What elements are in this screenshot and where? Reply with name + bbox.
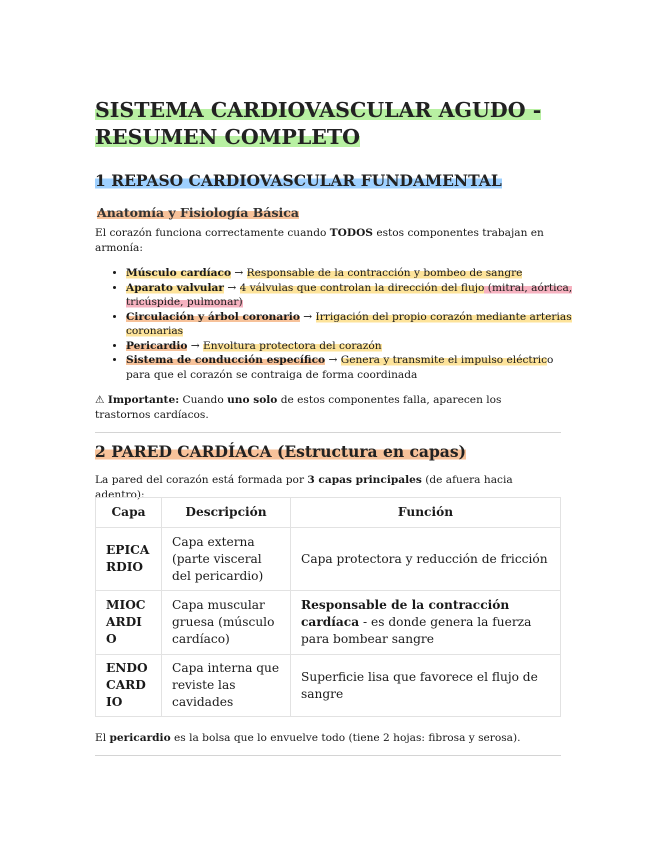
bullet-term: Circulación y árbol coronario — [126, 310, 300, 323]
cell-funcion-text: Superficie lisa que favorece el flujo de sangre — [301, 669, 538, 701]
section-1-title: REPASO CARDIOVASCULAR FUNDAMENTAL — [111, 171, 502, 190]
cell-funcion — [291, 528, 561, 591]
cell-funcion-bold: Responsable de la contracción cardíaca — [301, 598, 510, 629]
intro-text-2: estos componentes trabajan en armonía: — [95, 227, 544, 254]
cell-funcion — [291, 591, 561, 655]
intro-bold: TODOS — [329, 227, 373, 239]
bullet-desc: Genera y transmite el impulso eléctric — [340, 354, 548, 366]
warning-icon: ⚠ — [95, 394, 105, 406]
arrow-icon: → — [187, 339, 204, 352]
section-2-highlight — [95, 442, 466, 461]
cell-funcion — [291, 655, 561, 717]
cell-capa: MIOCARDIO — [96, 591, 162, 655]
title-highlight — [95, 98, 541, 149]
subheading-anatomy-text: Anatomía y Fisiología Básica — [97, 205, 299, 220]
warning-paragraph — [95, 393, 557, 423]
title-text: SISTEMA CARDIOVASCULAR AGUDO - RESUMEN COMPLETO — [95, 98, 542, 149]
wall-intro-text-2: (de afuera hacia adentro): — [95, 474, 513, 501]
list-item — [126, 310, 578, 339]
cell-funcion-text: Capa protectora y reducción de fricción — [301, 551, 548, 566]
header-capa: Capa — [96, 498, 162, 528]
arrow-icon: → — [231, 267, 247, 279]
bullet-desc: 4 válvulas que controlan la dirección del flujo — [239, 281, 485, 294]
table-row — [96, 528, 561, 591]
table-row — [96, 591, 561, 655]
list-item — [126, 339, 578, 354]
heart-wall-table — [95, 497, 561, 717]
cell-capa: ENDOCARDIO — [96, 655, 162, 717]
note-bold: pericardio — [109, 732, 171, 744]
arrow-icon: → — [299, 310, 316, 323]
cell-descripcion: Capa externa (parte visceral del pericardio) — [162, 528, 291, 591]
section-2-heading — [95, 442, 466, 462]
bullet-tail: s coronarias — [126, 310, 572, 337]
header-descripcion: Descripción — [162, 498, 291, 528]
list-item — [126, 353, 578, 382]
warning-bold: uno solo — [227, 394, 278, 406]
list-item — [126, 281, 578, 310]
cell-funcion-text: - es donde genera la fuerza para bombear sangre — [301, 615, 532, 646]
note-text-2: es la bolsa que lo envuelve todo (tiene 2 hojas: fibrosa y serosa). — [170, 732, 521, 744]
list-item — [126, 266, 578, 281]
cell-descripcion: Capa muscular gruesa (músculo cardíaco) — [162, 591, 291, 655]
bullet-term: Sistema de conducción específico — [126, 354, 326, 366]
note-text-1: El — [95, 732, 110, 744]
warning-text-2: de estos componentes falla, aparecen los trastornos cardíacos. — [95, 394, 502, 421]
document-title — [95, 97, 565, 151]
section-1-heading — [95, 171, 502, 191]
table-row — [96, 655, 561, 717]
cell-capa: EPICARDIO — [96, 528, 162, 591]
bullet-desc: Responsable de la contracción y bombeo de sangre — [246, 267, 523, 279]
arrow-icon: → — [325, 354, 341, 366]
bullet-tail: o para que el corazón se contraiga de forma coordinada — [126, 354, 554, 381]
section-1-highlight — [95, 171, 502, 190]
intro-text-1: El corazón funciona correctamente cuando — [95, 227, 330, 239]
warning-label: Importante: — [107, 394, 180, 406]
header-funcion: Función — [291, 498, 561, 528]
warning-text-1: Cuando — [179, 394, 228, 406]
section-2-title: PARED CARDÍACA (Estructura en capas) — [111, 442, 466, 461]
bullet-term: Pericardio — [126, 339, 188, 352]
bullet-term: Aparato valvular — [126, 281, 224, 294]
divider — [95, 432, 561, 433]
arrow-icon: → — [223, 281, 240, 294]
subheading-anatomy — [97, 205, 299, 221]
keycap-1-icon: 1 — [95, 171, 106, 190]
table-header-row — [96, 498, 561, 528]
intro-paragraph — [95, 226, 557, 256]
wall-intro-text-1: La pared del corazón está formada por — [95, 474, 308, 486]
keycap-2-icon: 2 — [95, 442, 106, 461]
components-list — [109, 266, 578, 382]
pericardium-note — [95, 731, 557, 746]
bullet-desc: Irrigación del propio corazón mediante arteria — [315, 310, 567, 323]
wall-intro-bold: 3 capas principales — [307, 474, 422, 486]
divider — [95, 755, 561, 756]
bullet-tail: (mitral, aórtica, tricúspide, pulmonar) — [126, 281, 573, 308]
cell-descripcion: Capa interna que reviste las cavidades — [162, 655, 291, 717]
bullet-desc: Envoltura protectora del corazón — [203, 339, 382, 352]
bullet-term: Músculo cardíaco — [126, 267, 232, 279]
